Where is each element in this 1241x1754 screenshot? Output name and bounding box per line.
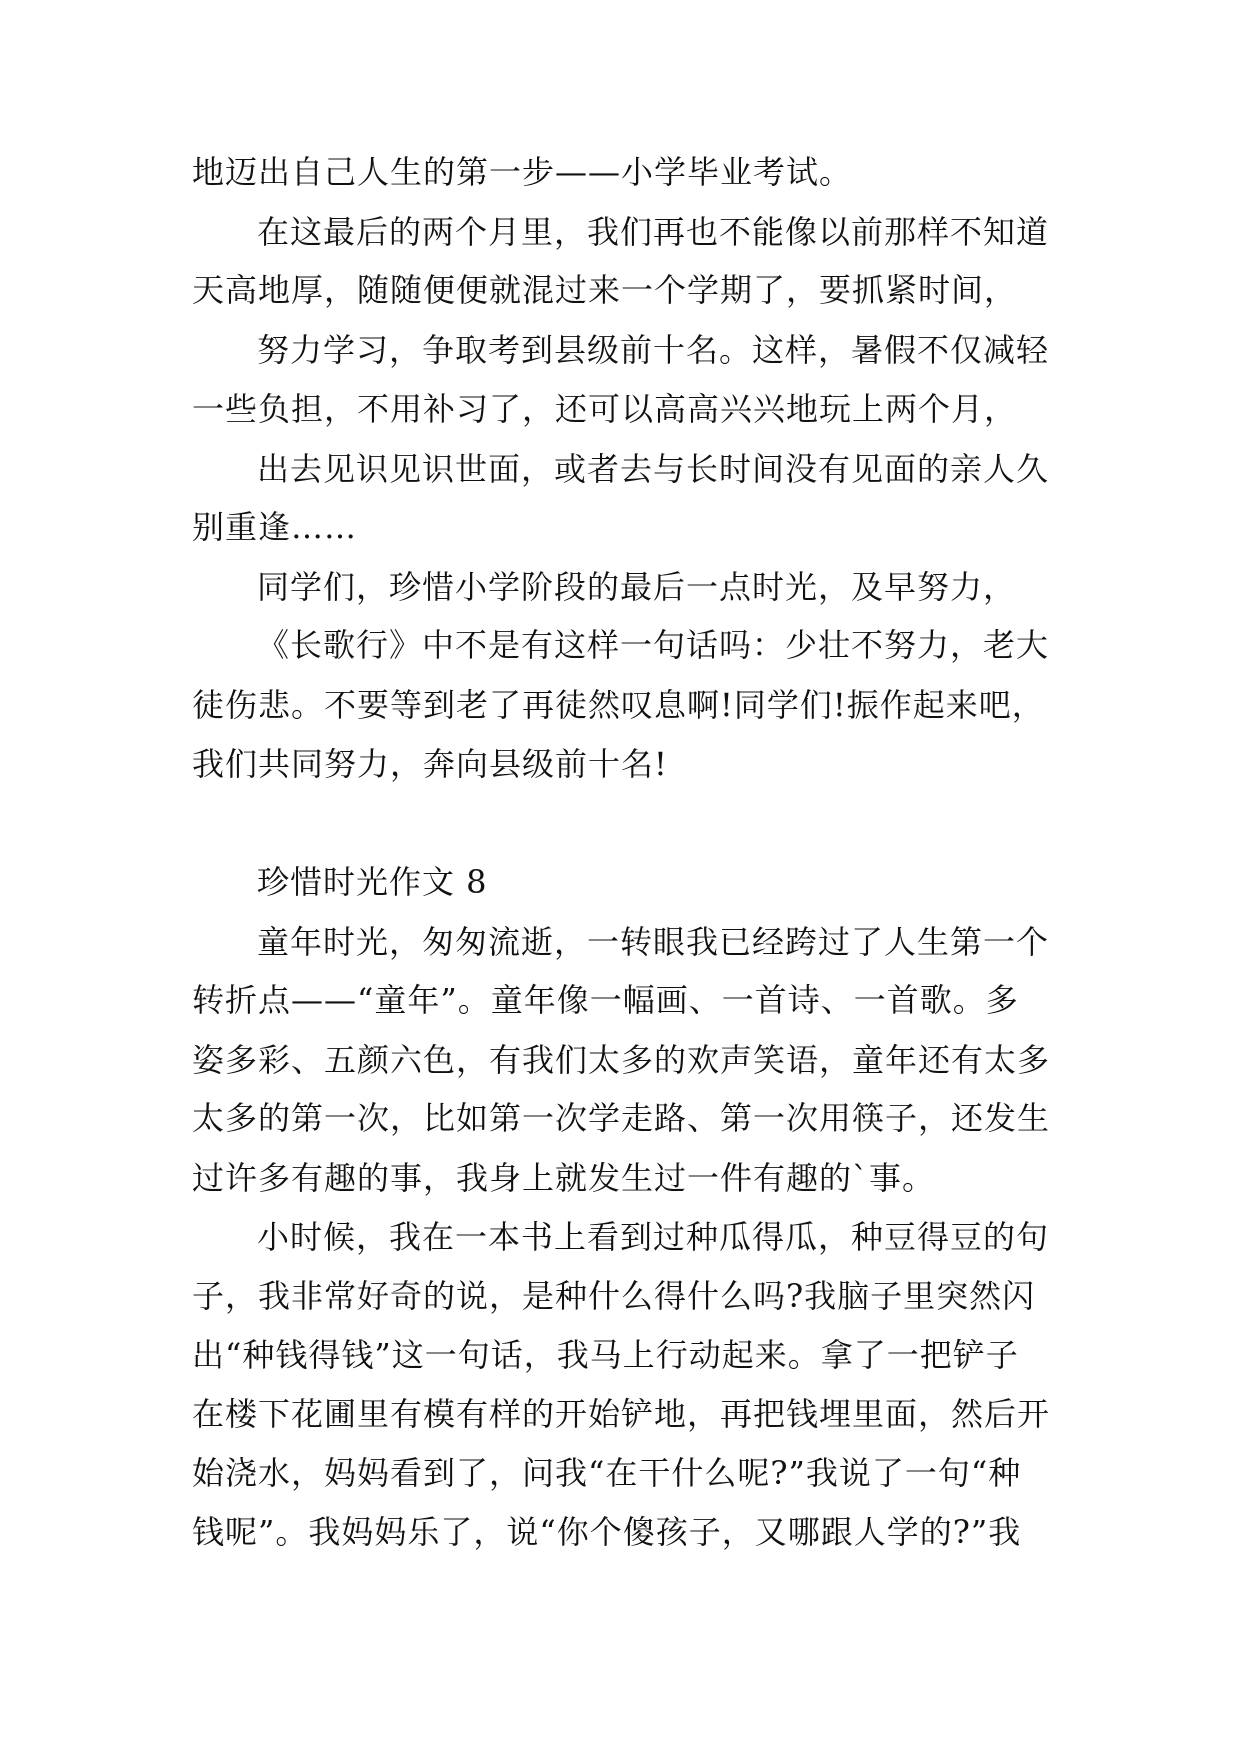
text-line: 太多的第一次，比如第一次学走路、第一次用筷子，还发生 xyxy=(192,1099,1051,1137)
text-line: 徒伤悲。不要等到老了再徒然叹息啊!同学们!振作起来吧， xyxy=(192,686,1045,724)
text-line: 子，我非常好奇的说，是种什么得什么吗?我脑子里突然闪 xyxy=(192,1277,1036,1315)
text-line: 出“种钱得钱”这一句话，我马上行动起来。拿了一把铲子 xyxy=(192,1336,1019,1374)
paragraph-start: 童年时光，匆匆流逝，一转眼我已经跨过了人生第一个 xyxy=(257,923,1050,961)
paragraph-start: 《长歌行》中不是有这样一句话吗：少壮不努力，老大 xyxy=(257,626,1050,664)
paragraph-start: 同学们，珍惜小学阶段的最后一点时光，及早努力， xyxy=(257,568,1017,606)
text-line: 天高地厚，随随便便就混过来一个学期了，要抓紧时间， xyxy=(192,271,1018,309)
text-line: 转折点——“童年”。童年像一幅画、一首诗、一首歌。多 xyxy=(192,981,1019,1019)
paragraph-start: 努力学习，争取考到县级前十名。这样，暑假不仅减轻 xyxy=(257,331,1050,369)
paragraph-start: 在这最后的两个月里，我们再也不能像以前那样不知道 xyxy=(257,213,1050,251)
text-line: 我们共同努力，奔向县级前十名! xyxy=(192,745,668,783)
text-line: 始浇水，妈妈看到了，问我“在干什么呢?”我说了一句“种 xyxy=(192,1454,1022,1492)
text-line: 钱呢”。我妈妈乐了，说“你个傻孩子，又哪跟人学的?”我 xyxy=(192,1513,1022,1551)
text-line: 在楼下花圃里有模有样的开始铲地，再把钱埋里面，然后开 xyxy=(192,1395,1051,1433)
text-line: 一些负担，不用补习了，还可以高高兴兴地玩上两个月， xyxy=(192,390,1018,428)
text-line: 姿多彩、五颜六色，有我们太多的欢声笑语，童年还有太多 xyxy=(192,1041,1051,1079)
text-line: 过许多有趣的事，我身上就发生过一件有趣的`事。 xyxy=(192,1159,936,1197)
paragraph-start: 出去见识见识世面，或者去与长时间没有见面的亲人久 xyxy=(257,450,1050,488)
text-line: 地迈出自己人生的第一步——小学毕业考试。 xyxy=(192,153,853,191)
paragraph-start: 小时候，我在一本书上看到过种瓜得瓜，种豆得豆的句 xyxy=(257,1218,1050,1256)
text-line: 别重逢…… xyxy=(192,508,358,546)
essay-heading: 珍惜时光作文 8 xyxy=(257,863,488,901)
